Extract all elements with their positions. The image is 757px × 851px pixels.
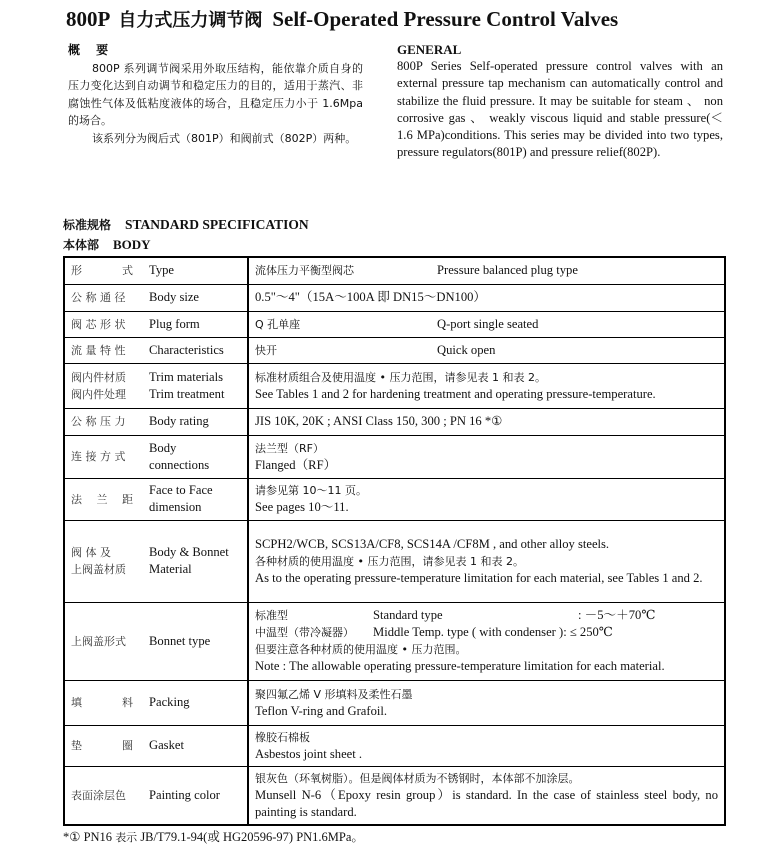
label-en: Packing (149, 695, 190, 709)
footnote (63, 827, 364, 845)
label-cn: 垫 (71, 739, 82, 752)
spec-table (63, 256, 726, 826)
bonnet-en: Standard type (373, 608, 443, 622)
label-cn: 圈 (122, 739, 133, 752)
table-row (64, 725, 725, 766)
value-en: Q-port single seated (437, 316, 539, 331)
label-cn: 上阀盖形式 (71, 634, 126, 648)
label-en: Type (149, 263, 174, 278)
value-line: Munsell N-6（Epoxy resin group）is standard. In the case of stainless steel body, no painting is standard. (255, 787, 718, 819)
label-cn: 填 (71, 696, 82, 709)
table-row (64, 257, 725, 284)
label-en: Body (149, 440, 177, 455)
value-line: 聚四氟乙烯 V 形填料及柔性石墨 (255, 687, 413, 701)
value-en: Quick open (437, 342, 496, 357)
label-en: Body size (149, 290, 200, 304)
table-row (64, 363, 725, 408)
value-line: See Tables 1 and 2 for hardening treatment and operating pressure-temperature. (255, 386, 656, 401)
page-title (66, 6, 618, 32)
label-cn: 公 称 压 力 (71, 415, 126, 428)
value-line: 请参见第 10～11 页。 (255, 484, 367, 497)
bonnet-option (255, 607, 718, 624)
overview-paragraph-cn-2: 该系列分为阀后式（801P）和阀前式（802P）两种。 (92, 131, 357, 145)
table-row (64, 284, 725, 311)
label-en: connections (149, 457, 210, 472)
bonnet-range: : －5～＋70℃ (578, 608, 656, 622)
label-en: Body rating (149, 414, 209, 428)
overview-english (397, 41, 723, 161)
value-line: 法兰型（RF） (255, 441, 324, 455)
label-en: Body & Bonnet (149, 545, 229, 559)
label-en: Trim materials (149, 369, 224, 384)
label-cn: 表面涂层色 (71, 788, 126, 802)
label-cn: 公 称 通 径 (71, 291, 126, 304)
overview-paragraph-en: 800P Series Self-operated pressure control valves with an external pressure tap mechanism can automatically control and stabilize the fluid pressure. It may be suitable for steam 、 non corrosive gas 、 weakly viscous liquid and stable pressure(＜1.6 MPa)conditions. This series may be divided into two types, pressure regulators(801P) and pressure relief(802P). (397, 59, 723, 160)
title-english: Self-Operated Pressure Control Valves (272, 7, 619, 31)
title-chinese: 自力式压力调节阀 (118, 10, 263, 31)
value-line: As to the operating pressure-temperature limitation for each material, see Tables 1 and 2. (255, 570, 703, 585)
value-line: 各种材质的使用温度 • 压力范围，请参见表 1 和表 2。 (255, 554, 524, 568)
label-en: Painting color (149, 787, 221, 802)
overview-heading-en: GENERAL (397, 42, 462, 57)
value-line: 但要注意各种材质的使用温度 • 压力范围。 (255, 643, 467, 656)
value: JIS 10K, 20K ; ANSI Class 150, 300 ; PN 16 *① (248, 408, 725, 435)
label-en: Plug form (149, 316, 200, 331)
footnote-text: JB/T79.1-94(或 HG20596-97) PN1.6MPa。 (137, 830, 364, 844)
table-row (64, 602, 725, 680)
body-heading (63, 236, 151, 253)
value-line: Flanged（RF） (255, 457, 337, 472)
overview-heading-cn: 概 要 (68, 43, 115, 57)
value-line: Note : The allowable operating pressure-temperature limitation for each material. (255, 659, 665, 673)
value-line: 橡胶石棉板 (255, 730, 310, 744)
bonnet-cn: 标准型 (255, 609, 288, 622)
value-line: See pages 10～11. (255, 500, 349, 514)
label-cn: 距 (122, 492, 133, 506)
label-cn: 式 (122, 264, 133, 278)
label-cn: 兰 (96, 492, 108, 506)
value: 0.5"～4"（15A～100A 即 DN15～DN100） (248, 284, 725, 311)
table-row (64, 435, 725, 478)
label-en: dimension (149, 500, 202, 514)
footnote-cn: 表示 (115, 831, 138, 844)
value-line: 标准材质组合及使用温度 • 压力范围，请参见表 1 和表 2。 (255, 370, 546, 384)
table-row (64, 311, 725, 337)
label-cn: 上阀盖材质 (71, 563, 126, 576)
label-en: Bonnet type (149, 633, 211, 648)
overview-chinese (68, 42, 363, 147)
label-en: Material (149, 562, 192, 576)
overview-paragraph-cn-1: 800P 系列调节阀采用外取压结构，能依靠介质自身的压力变化达到自动调节和稳定压力的目的，适用于蒸汽、非腐蚀性气体及低粘度液体的场合，且稳定压力小于 1.6Mpa 的场合。 (68, 61, 363, 127)
bonnet-option (255, 624, 718, 641)
table-row (64, 766, 725, 825)
label-cn: 料 (122, 696, 133, 709)
label-en: Gasket (149, 738, 184, 752)
spec-heading (63, 216, 309, 233)
value-cn: 流体压力平衡型阀芯 (255, 264, 354, 278)
table-row (64, 520, 725, 602)
bonnet-cn: 中温型（带冷凝器） (255, 626, 354, 639)
label-en: Face to Face (149, 483, 213, 497)
value-line: SCPH2/WCB, SCS13A/CF8, SCS14A /CF8M , and other alloy steels. (255, 536, 610, 551)
table-row (64, 337, 725, 363)
bonnet-en: Middle Temp. type ( with condenser ): ≤ 250℃ (373, 625, 613, 639)
label-cn: 形 (71, 264, 82, 278)
label-cn: 连 接 方 式 (71, 450, 126, 463)
label-cn: 流 量 特 性 (71, 343, 126, 357)
value-line: 银灰色（环氧树脂）。但是阀体材质为不锈钢时，本体部不加涂层。 (255, 771, 580, 785)
value-cn: 快开 (255, 343, 277, 357)
footnote-mark: *① PN16 (63, 830, 116, 844)
spec-heading-cn: 标准规格 (63, 218, 112, 232)
label-cn: 阀内件材质 (71, 370, 126, 384)
table-row (64, 408, 725, 435)
label-cn: 阀 体 及 (71, 546, 111, 559)
label-cn: 阀内件处理 (71, 387, 126, 401)
label-cn: 法 (71, 492, 82, 506)
table-row (64, 478, 725, 520)
value-en: Pressure balanced plug type (437, 263, 578, 278)
spec-heading-en: STANDARD SPECIFICATION (125, 217, 309, 232)
label-en: Trim treatment (149, 386, 225, 401)
body-heading-en: BODY (113, 237, 151, 252)
value-cn: Q 孔单座 (255, 317, 301, 331)
value-line: Asbestos joint sheet . (255, 746, 363, 761)
body-heading-cn: 本体部 (63, 238, 100, 252)
label-en: Characteristics (149, 342, 224, 357)
label-cn: 阀 芯 形 状 (71, 317, 126, 331)
value-line: Teflon V-ring and Grafoil. (255, 703, 388, 718)
table-row (64, 680, 725, 725)
model-number: 800P (66, 7, 111, 31)
